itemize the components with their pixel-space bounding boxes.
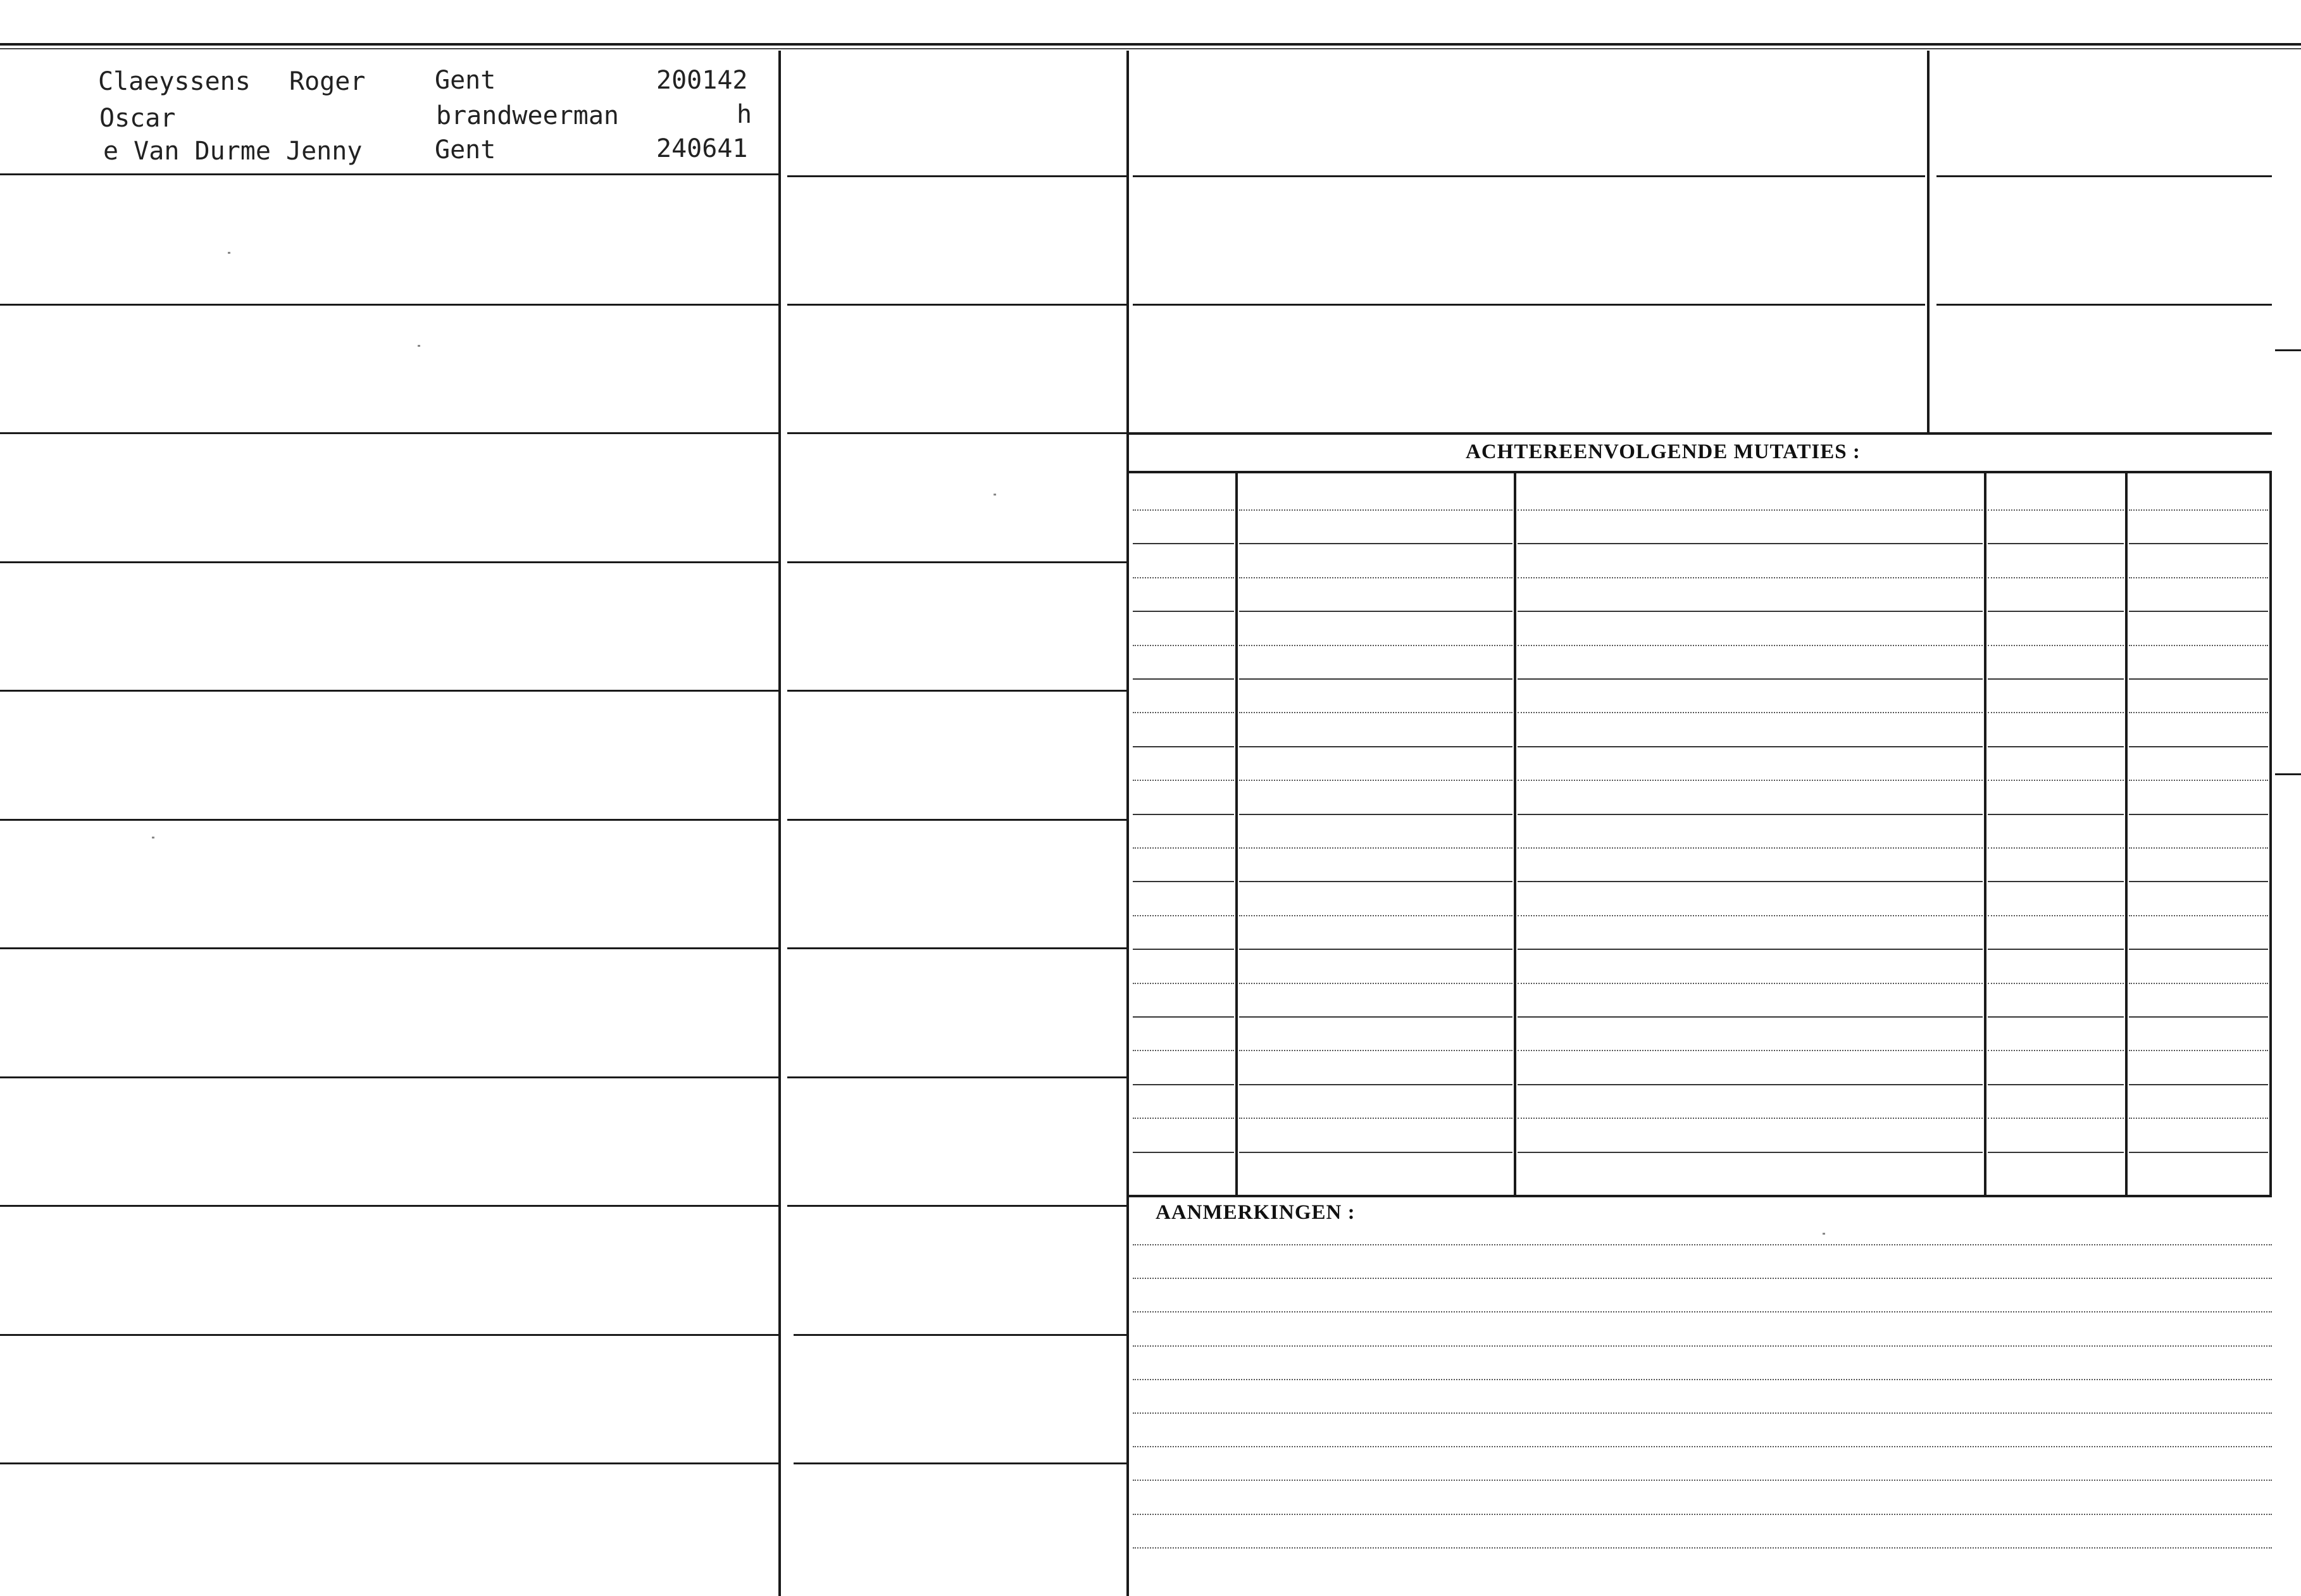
spouse-name: e Van Durme Jenny bbox=[103, 137, 363, 166]
spouse-birthdate: 240641 bbox=[656, 134, 748, 163]
mutations-row-line bbox=[1239, 1118, 1512, 1119]
mutations-row-line bbox=[1518, 1152, 1983, 1153]
remarks-line bbox=[1133, 1311, 2272, 1312]
mutations-row-line bbox=[1239, 678, 1512, 680]
row-rule bbox=[787, 819, 1126, 821]
mutations-row-line bbox=[1133, 1152, 1234, 1153]
mutations-row-line bbox=[1518, 1084, 1983, 1085]
row-rule bbox=[0, 1334, 780, 1336]
remarks-line bbox=[1133, 1345, 2272, 1347]
mutations-row-line bbox=[1988, 983, 2124, 984]
mutations-row-line bbox=[1239, 780, 1512, 781]
mutations-row-line bbox=[2129, 814, 2268, 815]
mutations-row-line bbox=[2129, 780, 2268, 781]
mutations-row-line bbox=[1988, 1016, 2124, 1018]
mutations-row-line bbox=[1133, 1118, 1234, 1119]
mutations-row-line bbox=[2129, 577, 2268, 578]
mutations-row-line bbox=[2129, 1084, 2268, 1085]
remarks-line bbox=[1133, 1547, 2272, 1549]
mutations-row-line bbox=[1239, 847, 1512, 849]
mutations-row-line bbox=[2129, 509, 2268, 511]
remarks-line bbox=[1133, 1278, 2272, 1279]
center-column-divider bbox=[1126, 51, 1129, 1596]
status: h bbox=[737, 100, 752, 129]
edge-tick bbox=[2275, 349, 2301, 351]
mutations-row-line bbox=[1239, 1016, 1512, 1018]
mutations-col-rule bbox=[2125, 473, 2128, 1195]
mutations-row-line bbox=[2129, 847, 2268, 849]
mutations-col-rule bbox=[2269, 473, 2272, 1195]
left-column-divider bbox=[778, 51, 781, 1596]
first-name: Roger bbox=[289, 67, 366, 96]
remarks-line bbox=[1133, 1480, 2272, 1481]
mutations-row-line bbox=[1988, 509, 2124, 511]
mutations-row-line bbox=[1133, 712, 1234, 713]
mutations-row-line bbox=[1518, 712, 1983, 713]
mutations-title: ACHTEREENVOLGENDE MUTATIES : bbox=[1466, 440, 1861, 463]
mutations-row-line bbox=[1988, 611, 2124, 612]
scan-speck bbox=[418, 345, 420, 347]
mutations-row-line bbox=[1239, 509, 1512, 511]
mutations-row-line bbox=[1133, 949, 1234, 950]
row-rule bbox=[0, 1076, 780, 1078]
mutations-row-line bbox=[1518, 949, 1983, 950]
mutations-row-line bbox=[1239, 1084, 1512, 1085]
mutations-row-line bbox=[1239, 1152, 1512, 1153]
mutations-row-line bbox=[1518, 915, 1983, 916]
row-rule bbox=[794, 1334, 1126, 1336]
row-rule bbox=[0, 561, 780, 563]
mutations-row-line bbox=[2129, 746, 2268, 747]
mutations-row-line bbox=[1518, 611, 1983, 612]
mutations-row-line bbox=[1988, 780, 2124, 781]
mutations-table-bottom bbox=[1128, 1195, 2272, 1197]
row-rule bbox=[0, 947, 780, 949]
mutations-row-line bbox=[1518, 1050, 1983, 1051]
mutations-row-line bbox=[1518, 746, 1983, 747]
mutations-table-top bbox=[1128, 471, 2272, 473]
remarks-line bbox=[1133, 1514, 2272, 1515]
mutations-row-line bbox=[1518, 1016, 1983, 1018]
mutations-row-line bbox=[2129, 983, 2268, 984]
middle-name: Oscar bbox=[99, 104, 176, 133]
right-row-rule bbox=[1128, 432, 2272, 435]
mutations-row-line bbox=[1239, 983, 1512, 984]
mutations-row-line bbox=[1133, 1084, 1234, 1085]
mutations-row-line bbox=[2129, 915, 2268, 916]
mutations-col-rule bbox=[1235, 473, 1238, 1195]
row-rule bbox=[794, 1462, 1126, 1464]
birthplace: Gent bbox=[435, 66, 496, 95]
mutations-row-line bbox=[1133, 983, 1234, 984]
right-row-rule bbox=[1936, 175, 2272, 177]
mutations-row-line bbox=[1239, 611, 1512, 612]
mutations-row-line bbox=[1133, 780, 1234, 781]
row-rule bbox=[787, 1076, 1126, 1078]
mutations-row-line bbox=[1518, 543, 1983, 544]
mutations-row-line bbox=[1518, 780, 1983, 781]
right-row-rule bbox=[1936, 304, 2272, 306]
scan-speck bbox=[994, 494, 996, 496]
mutations-row-line bbox=[1239, 645, 1512, 646]
scan-speck bbox=[152, 837, 154, 839]
mutations-row-line bbox=[1988, 881, 2124, 882]
mutations-row-line bbox=[1133, 611, 1234, 612]
mutations-row-line bbox=[2129, 949, 2268, 950]
mutations-row-line bbox=[1133, 509, 1234, 511]
mutations-row-line bbox=[1133, 915, 1234, 916]
mutations-row-line bbox=[1988, 915, 2124, 916]
remarks-line bbox=[1133, 1412, 2272, 1414]
mutations-row-line bbox=[1518, 814, 1983, 815]
mutations-row-line bbox=[1518, 577, 1983, 578]
birthdate: 200142 bbox=[656, 66, 748, 95]
mutations-row-line bbox=[1988, 678, 2124, 680]
mutations-row-line bbox=[2129, 645, 2268, 646]
row-rule bbox=[0, 690, 780, 692]
top-border-line bbox=[0, 43, 2301, 46]
mutations-row-line bbox=[2129, 712, 2268, 713]
mutations-col-rule bbox=[1514, 473, 1516, 1195]
mutations-row-line bbox=[1988, 1084, 2124, 1085]
mutations-row-line bbox=[2129, 611, 2268, 612]
row-rule bbox=[787, 304, 1126, 306]
mutations-row-line bbox=[1988, 746, 2124, 747]
surname: Claeyssens bbox=[98, 67, 251, 96]
row-rule bbox=[0, 1205, 780, 1207]
right-row-rule bbox=[1133, 175, 1925, 177]
mutations-row-line bbox=[2129, 543, 2268, 544]
mutations-row-line bbox=[1239, 915, 1512, 916]
row-rule bbox=[787, 947, 1126, 949]
mutations-row-line bbox=[1518, 1118, 1983, 1119]
spouse-birthplace: Gent bbox=[435, 135, 496, 165]
mutations-row-line bbox=[1133, 881, 1234, 882]
mutations-row-line bbox=[1988, 712, 2124, 713]
mutations-row-line bbox=[1988, 1152, 2124, 1153]
mutations-row-line bbox=[1518, 509, 1983, 511]
mutations-row-line bbox=[1988, 847, 2124, 849]
mutations-row-line bbox=[2129, 1050, 2268, 1051]
row-rule bbox=[787, 690, 1126, 692]
mutations-row-line bbox=[2129, 1016, 2268, 1018]
mutations-row-line bbox=[1133, 577, 1234, 578]
row-rule bbox=[0, 432, 780, 434]
mutations-row-line bbox=[1239, 746, 1512, 747]
mutations-row-line bbox=[1518, 678, 1983, 680]
top-border-line-lower bbox=[0, 48, 2301, 49]
mutations-row-line bbox=[1133, 1016, 1234, 1018]
mutations-row-line bbox=[1988, 1050, 2124, 1051]
mutations-row-line bbox=[2129, 678, 2268, 680]
mutations-col-rule bbox=[1984, 473, 1986, 1195]
mutations-row-line bbox=[1988, 645, 2124, 646]
mutations-row-line bbox=[1239, 712, 1512, 713]
row-rule bbox=[787, 432, 1126, 434]
remarks-line bbox=[1133, 1379, 2272, 1380]
row-rule bbox=[0, 173, 780, 175]
mutations-row-line bbox=[1518, 847, 1983, 849]
mutations-row-line bbox=[1133, 1050, 1234, 1051]
mutations-row-line bbox=[1239, 881, 1512, 882]
remarks-line bbox=[1133, 1244, 2272, 1245]
mutations-row-line bbox=[1133, 814, 1234, 815]
mutations-row-line bbox=[1133, 645, 1234, 646]
mutations-row-line bbox=[1239, 1050, 1512, 1051]
mutations-row-line bbox=[1518, 645, 1983, 646]
mutations-row-line bbox=[1988, 1118, 2124, 1119]
right-row-rule bbox=[1133, 304, 1925, 306]
mutations-row-line bbox=[1988, 543, 2124, 544]
mutations-row-line bbox=[1133, 847, 1234, 849]
mutations-row-line bbox=[1239, 949, 1512, 950]
remarks-line bbox=[1133, 1446, 2272, 1447]
mutations-row-line bbox=[1518, 881, 1983, 882]
scan-speck bbox=[1823, 1233, 1825, 1235]
row-rule bbox=[787, 561, 1126, 563]
row-rule bbox=[0, 819, 780, 821]
occupation: brandweerman bbox=[436, 101, 619, 130]
mutations-row-line bbox=[1133, 746, 1234, 747]
mutations-row-line bbox=[2129, 1152, 2268, 1153]
mutations-row-line bbox=[1988, 814, 2124, 815]
remarks-title: AANMERKINGEN : bbox=[1156, 1201, 1356, 1224]
mutations-row-line bbox=[2129, 881, 2268, 882]
mutations-row-line bbox=[1239, 814, 1512, 815]
mutations-row-line bbox=[1988, 949, 2124, 950]
mutations-row-line bbox=[1239, 543, 1512, 544]
row-rule bbox=[0, 1462, 780, 1464]
row-rule bbox=[787, 1205, 1126, 1207]
row-rule bbox=[787, 175, 1126, 177]
mutations-row-line bbox=[1133, 678, 1234, 680]
right-top-divider bbox=[1927, 51, 1930, 433]
scan-speck bbox=[228, 252, 230, 254]
edge-tick bbox=[2275, 773, 2301, 775]
mutations-row-line bbox=[1133, 543, 1234, 544]
row-rule bbox=[0, 304, 780, 306]
mutations-row-line bbox=[2129, 1118, 2268, 1119]
mutations-row-line bbox=[1239, 577, 1512, 578]
mutations-row-line bbox=[1518, 983, 1983, 984]
mutations-row-line bbox=[1988, 577, 2124, 578]
